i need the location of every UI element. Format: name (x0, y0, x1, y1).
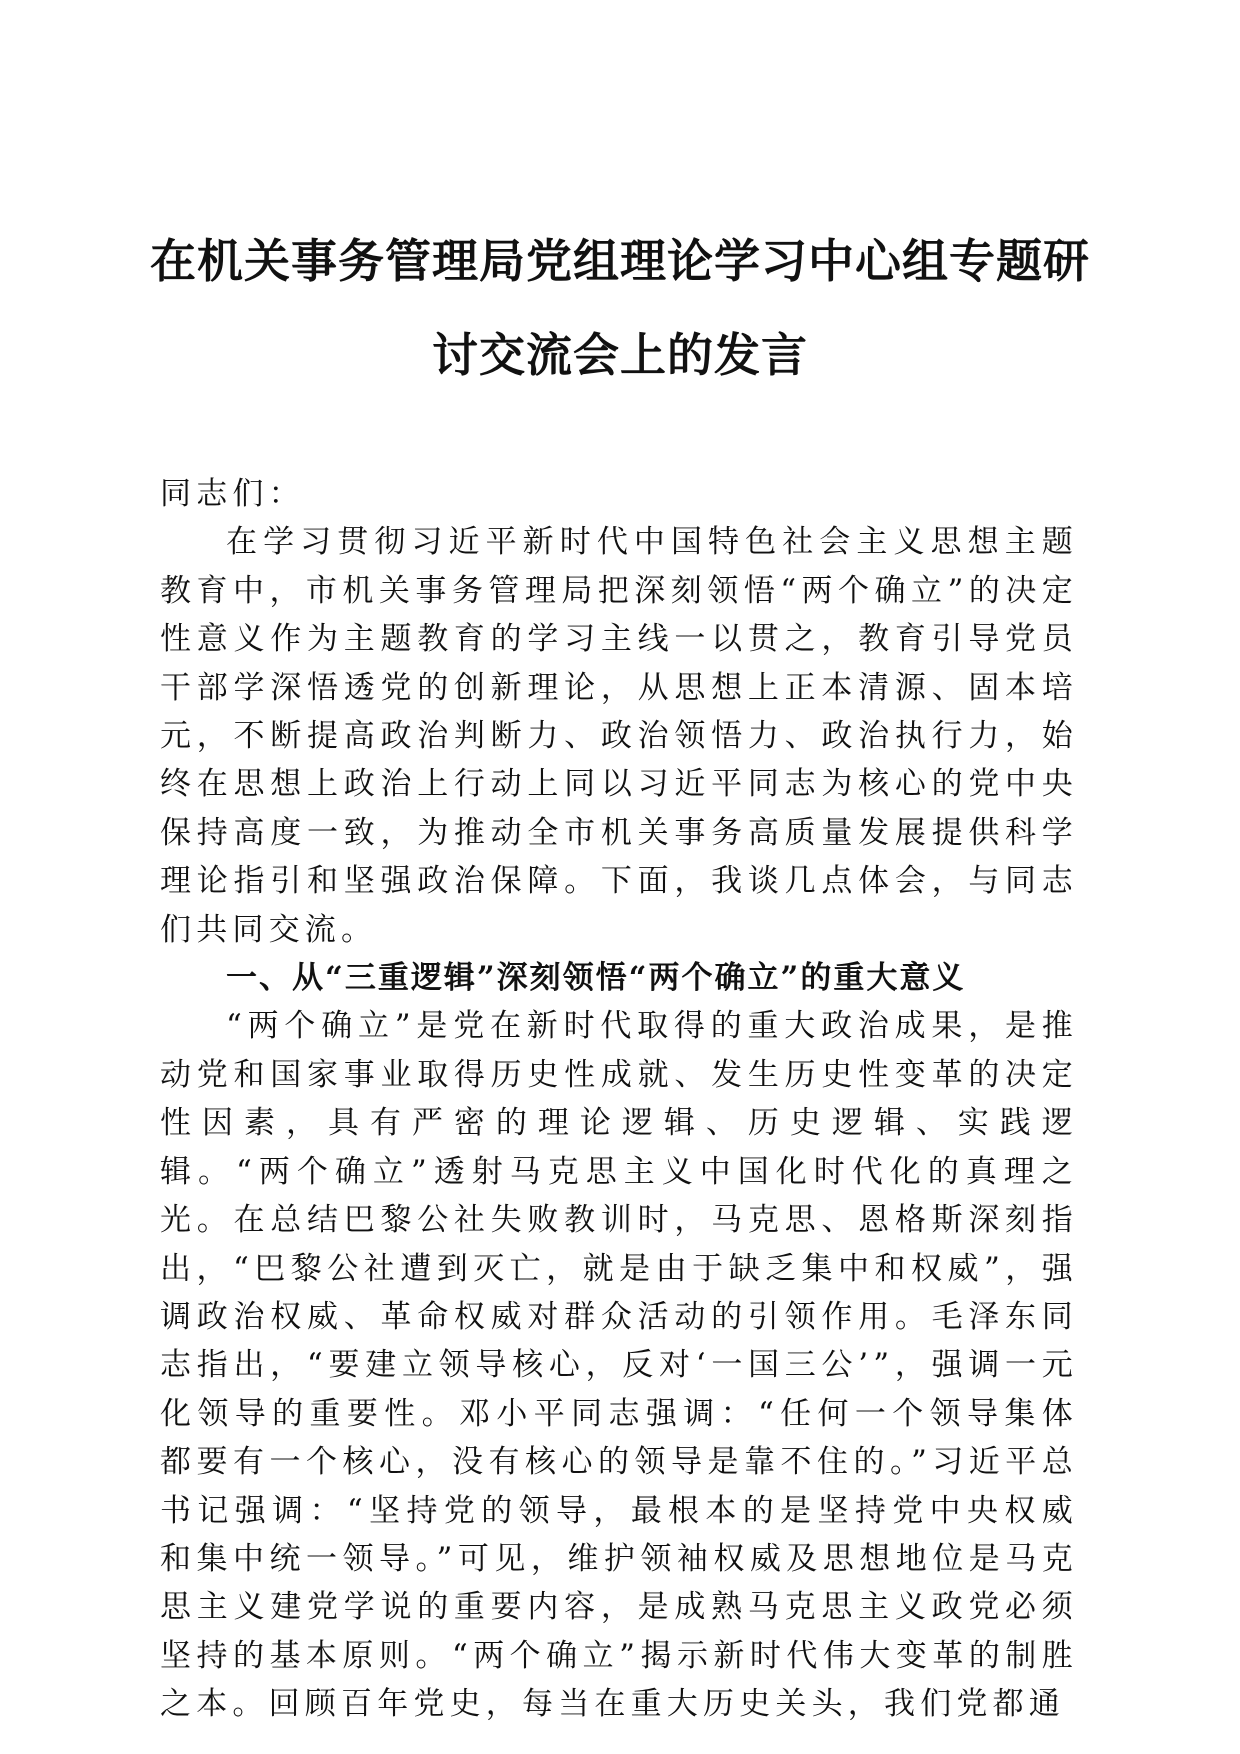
document-title: 在机关事务管理局党组理论学习中心组专题研讨交流会上的发言 (150, 234, 1090, 382)
section-paragraph: “两个确立”是党在新时代取得的重大政治成果，是推动党和国家事业取得历史性成就、发生历史性变革的决定性因素，具有严密的理论逻辑、历史逻辑、实践逻辑。“两个确立”透射马克思主义中国化时代化的真理之光。在总结巴黎公社失败教训时，马克思、恩格斯深刻指出，“巴黎公社遭到灭亡，就是由于缺乏集中和权威”，强调政治权威、革命权威对群众活动的引领作用。毛泽东同志指出，“要建立领导核心，反对‘一国三公’”，强调一元化领导的重要性。邓小平同志强调：“任何一个领导集体都要有一个核心，没有核心的领导是靠不住的。”习近平总书记强调：“坚持党的领导，最根本的是坚持党中央权威和集中统一领导。”可见，维护领袖权威及思想地位是马克思主义建党学说的重要内容，是成熟马克思主义政党必须坚持的基本原则。“两个确立”揭示新时代伟大变革的制胜之本。回顾百年党史，每当在重大历史关头，我们党都通 (160, 1008, 1078, 1723)
document-body (160, 470, 1078, 1729)
salutation: 同志们： (160, 476, 305, 512)
section-heading: 一、从“三重逻辑”深刻领悟“两个确立”的重大意义 (226, 960, 966, 997)
intro-paragraph: 在学习贯彻习近平新时代中国特色社会主义思想主题教育中，市机关事务管理局把深刻领悟“两个确立”的决定性意义作为主题教育的学习主线一以贯之，教育引导党员干部学深悟透党的创新理论，从思想上正本清源、固本培元，不断提高政治判断力、政治领悟力、政治执行力，始终在思想上政治上行动上同以习近平同志为核心的党中央保持高度一致，为推动全市机关事务高质量发展提供科学理论指引和坚强政治保障。下面，我谈几点体会，与同志们共同交流。 (160, 524, 1078, 948)
